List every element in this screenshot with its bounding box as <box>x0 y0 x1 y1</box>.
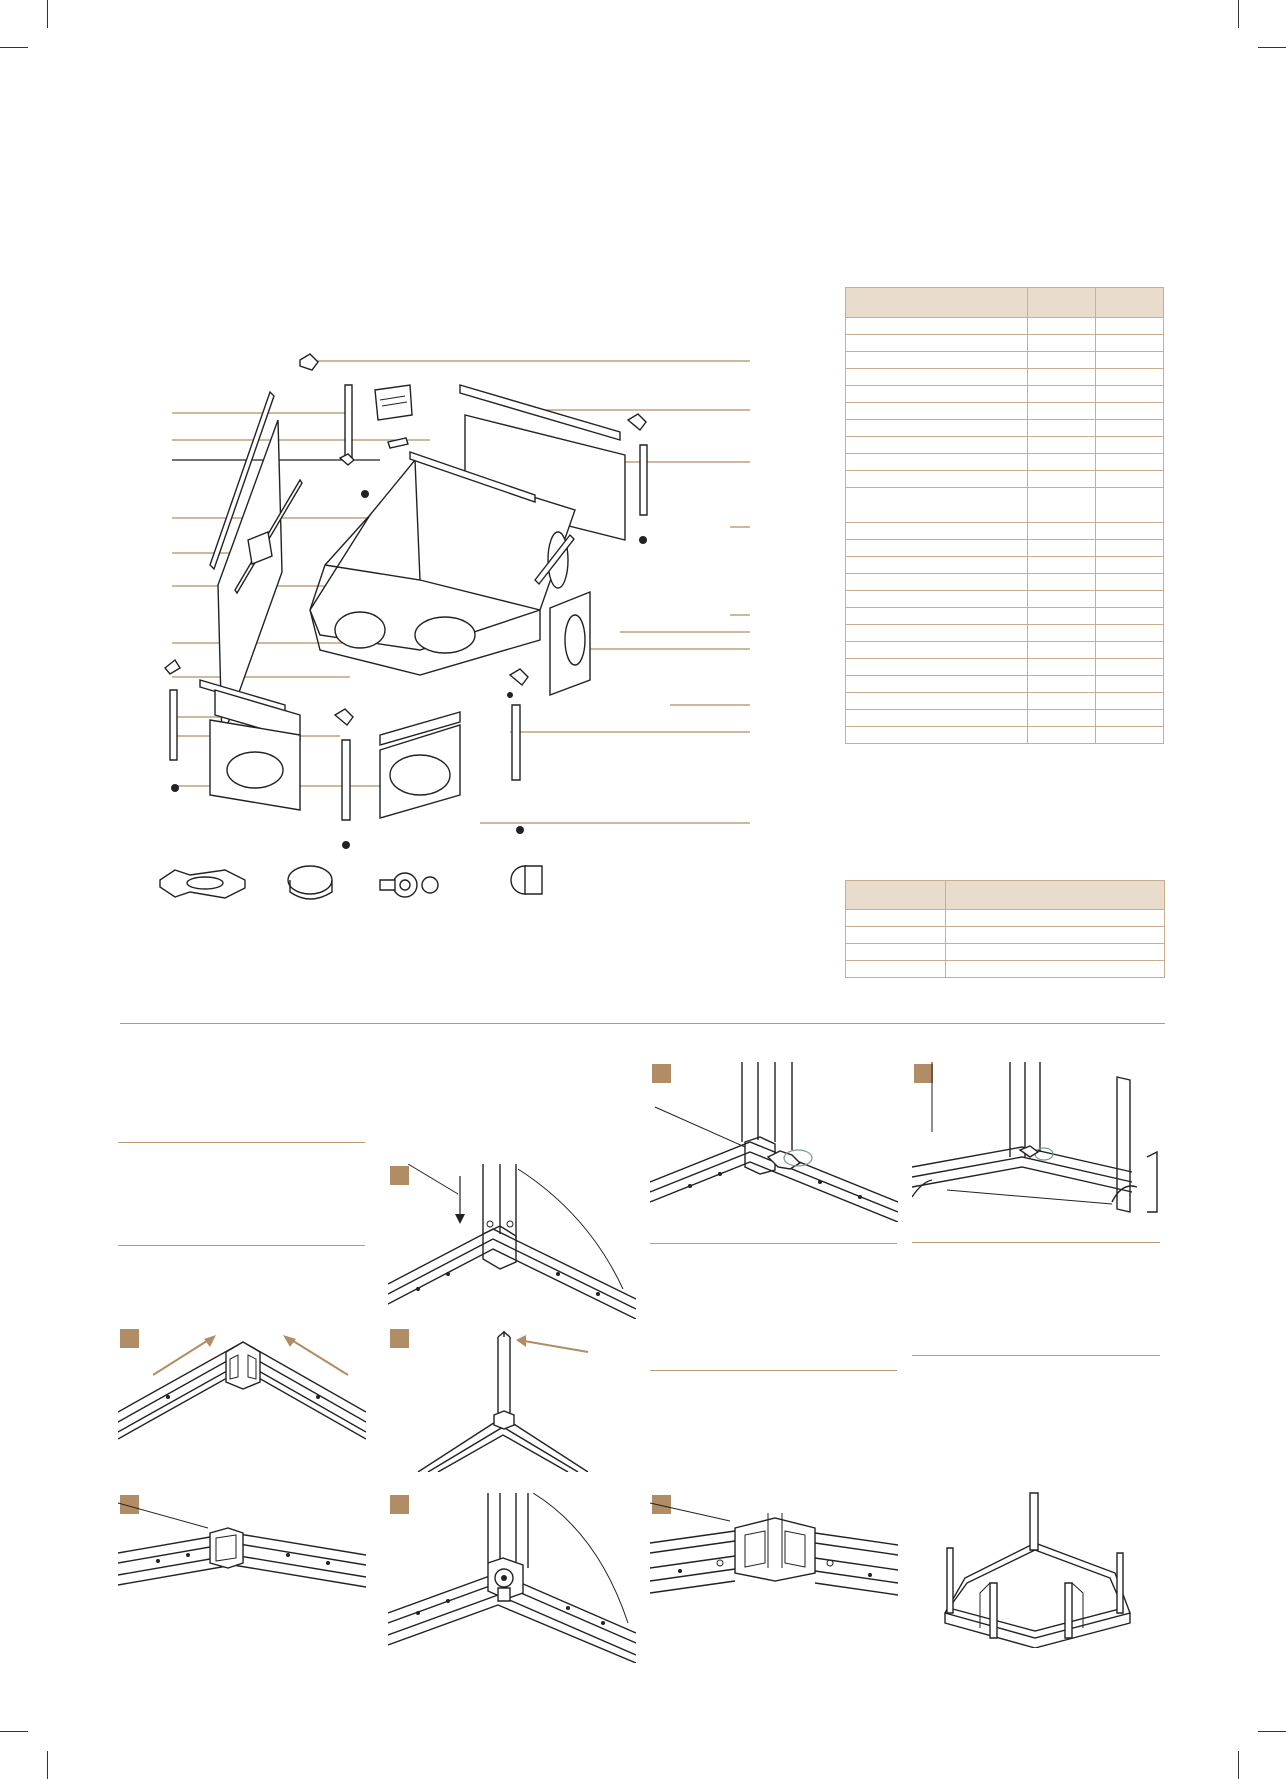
parts-table-header <box>846 288 1164 318</box>
parts-table-row <box>846 608 1164 625</box>
parts-table-cell <box>1027 352 1095 369</box>
parts-table-cell <box>846 437 1028 454</box>
parts-table-cell <box>846 676 1028 693</box>
parts-table-cell <box>1095 318 1163 335</box>
parts-table-cell <box>1027 386 1095 403</box>
parts-table-cell <box>1095 676 1163 693</box>
parts-table-cell <box>846 369 1028 386</box>
parts-table-row <box>846 727 1164 744</box>
parts-table-row <box>846 557 1164 574</box>
parts-table-row <box>846 710 1164 727</box>
parts-table-row <box>846 574 1164 591</box>
parts-table-cell <box>846 540 1028 557</box>
tools-table <box>845 880 1165 978</box>
text-rule <box>650 1370 897 1371</box>
parts-table-cell <box>1095 591 1163 608</box>
tools-table-header-cell <box>946 881 1165 910</box>
parts-table-cell <box>1027 710 1095 727</box>
parts-table <box>845 287 1164 744</box>
parts-table-cell <box>846 318 1028 335</box>
parts-table-header-cell <box>846 288 1028 318</box>
tools-table-header-cell <box>846 881 946 910</box>
parts-table-cell <box>1095 471 1163 488</box>
crop-mark <box>47 0 48 28</box>
crop-mark <box>1258 47 1286 48</box>
parts-table-cell <box>846 471 1028 488</box>
parts-table-cell <box>1095 420 1163 437</box>
step-illustration <box>388 1327 636 1472</box>
tools-table-row <box>846 944 1165 961</box>
parts-table-cell <box>846 608 1028 625</box>
crop-mark <box>1258 1731 1286 1732</box>
crop-mark <box>47 1751 48 1779</box>
crop-mark <box>0 47 28 48</box>
exploded-parts-diagram <box>150 340 760 940</box>
parts-table-cell <box>846 454 1028 471</box>
tools-table-cell <box>946 944 1165 961</box>
parts-table-cell <box>1095 625 1163 642</box>
parts-table-row <box>846 335 1164 352</box>
parts-table-cell <box>1095 335 1163 352</box>
parts-table-cell <box>1095 454 1163 471</box>
parts-table-cell <box>1027 403 1095 420</box>
parts-table-row <box>846 523 1164 540</box>
parts-table-header-cell <box>1095 288 1163 318</box>
parts-table-cell <box>1095 386 1163 403</box>
tools-table-header <box>846 881 1165 910</box>
parts-table-row <box>846 676 1164 693</box>
parts-table-row <box>846 471 1164 488</box>
parts-table-row <box>846 386 1164 403</box>
parts-table-row <box>846 437 1164 454</box>
parts-table-cell <box>1095 557 1163 574</box>
step-illustration <box>650 1062 898 1222</box>
parts-table-cell <box>1027 574 1095 591</box>
assembled-frame-illustration <box>935 1488 1145 1648</box>
parts-table-row <box>846 454 1164 471</box>
step-illustration <box>912 1062 1160 1222</box>
parts-table-row <box>846 693 1164 710</box>
text-rule <box>912 1242 1160 1243</box>
parts-table-cell <box>846 591 1028 608</box>
parts-table-row <box>846 540 1164 557</box>
parts-table-cell <box>846 523 1028 540</box>
parts-table-cell <box>1095 488 1163 523</box>
tools-table-cell <box>946 927 1165 944</box>
parts-table-row <box>846 369 1164 386</box>
parts-table-cell <box>1027 608 1095 625</box>
parts-table-row <box>846 403 1164 420</box>
parts-table-header-cell <box>1027 288 1095 318</box>
parts-table-cell <box>1095 403 1163 420</box>
parts-table-cell <box>846 335 1028 352</box>
parts-table-cell <box>846 352 1028 369</box>
text-rule <box>912 1355 1160 1356</box>
parts-table-cell <box>1027 437 1095 454</box>
parts-table-cell <box>846 659 1028 676</box>
parts-table-cell <box>1095 352 1163 369</box>
parts-table-cell <box>1027 642 1095 659</box>
text-rule <box>650 1243 897 1244</box>
text-rule <box>118 1245 365 1246</box>
parts-table-cell <box>1027 676 1095 693</box>
parts-table-cell <box>1027 557 1095 574</box>
step-illustration <box>118 1493 366 1613</box>
parts-table-cell <box>846 574 1028 591</box>
parts-table-cell <box>846 693 1028 710</box>
parts-table-cell <box>1095 727 1163 744</box>
parts-table-cell <box>1027 591 1095 608</box>
parts-table-cell <box>1095 659 1163 676</box>
parts-table-row <box>846 642 1164 659</box>
tools-table-cell <box>846 961 946 978</box>
parts-table-cell <box>1095 540 1163 557</box>
parts-table-cell <box>1027 659 1095 676</box>
parts-table-row <box>846 318 1164 335</box>
parts-table-cell <box>1027 488 1095 523</box>
parts-table-cell <box>1095 523 1163 540</box>
parts-table-cell <box>846 386 1028 403</box>
parts-table-cell <box>1095 693 1163 710</box>
parts-table-cell <box>846 557 1028 574</box>
step-illustration <box>388 1164 636 1319</box>
text-rule <box>118 1142 365 1143</box>
parts-table-cell <box>1027 625 1095 642</box>
tools-table-row <box>846 927 1165 944</box>
step-illustration <box>650 1493 898 1623</box>
parts-table-row <box>846 625 1164 642</box>
parts-table-row <box>846 591 1164 608</box>
crop-mark <box>1238 0 1239 28</box>
tools-table-cell <box>846 927 946 944</box>
tools-table-row <box>846 910 1165 927</box>
parts-table-cell <box>846 420 1028 437</box>
parts-table-cell <box>846 403 1028 420</box>
tools-table-cell <box>846 944 946 961</box>
parts-table-cell <box>1095 369 1163 386</box>
parts-table-cell <box>846 727 1028 744</box>
parts-table-cell <box>846 642 1028 659</box>
parts-table-cell <box>1027 318 1095 335</box>
parts-table-cell <box>1095 710 1163 727</box>
parts-table-row <box>846 352 1164 369</box>
parts-table-cell <box>1095 437 1163 454</box>
parts-table-cell <box>1027 335 1095 352</box>
parts-table-cell <box>1027 693 1095 710</box>
crop-mark <box>1238 1751 1239 1779</box>
tools-table-cell <box>946 961 1165 978</box>
parts-table-row <box>846 488 1164 523</box>
parts-table-cell <box>846 710 1028 727</box>
tools-table-cell <box>846 910 946 927</box>
parts-table-cell <box>1027 369 1095 386</box>
tools-table-row <box>846 961 1165 978</box>
crop-mark <box>0 1731 28 1732</box>
tools-table-cell <box>946 910 1165 927</box>
parts-table-cell <box>1027 471 1095 488</box>
parts-table-cell <box>1095 608 1163 625</box>
parts-table-cell <box>1095 642 1163 659</box>
step-illustration <box>118 1327 366 1447</box>
parts-table-cell <box>1027 523 1095 540</box>
parts-table-cell <box>1027 454 1095 471</box>
parts-table-row <box>846 659 1164 676</box>
parts-table-cell <box>1027 727 1095 744</box>
section-divider <box>120 1023 1165 1024</box>
step-illustration <box>388 1493 636 1663</box>
parts-table-cell <box>1027 420 1095 437</box>
parts-table-row <box>846 420 1164 437</box>
parts-table-cell <box>1095 574 1163 591</box>
parts-table-cell <box>846 488 1028 523</box>
parts-table-cell <box>846 625 1028 642</box>
parts-table-cell <box>1027 540 1095 557</box>
